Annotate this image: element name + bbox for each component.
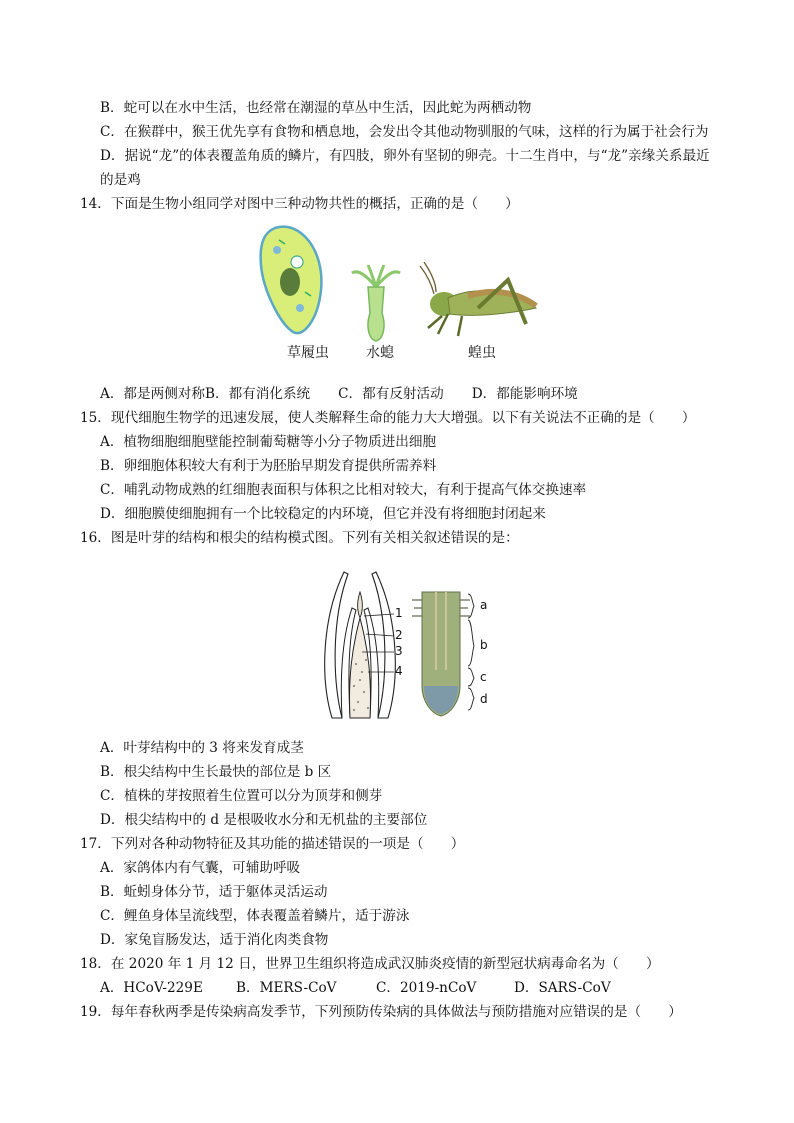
q16-option-b: B．根尖结构中生长最快的部位是 b 区 <box>100 764 332 780</box>
q16-option-c: C．植株的芽按照着生位置可以分为顶芽和侧芽 <box>100 788 383 804</box>
q15-option-b: B．卵细胞体积较大有利于为胚胎早期发育提供所需养料 <box>100 458 437 474</box>
q17-option-b: B．蚯蚓身体分节，适于躯体灵活运动 <box>100 884 328 900</box>
q13-option-c: C．在猴群中，猴王优先享有食物和栖息地，会发出令其他动物驯服的气味，这样的行为属于社会行为 <box>100 124 709 140</box>
q16-option-d: D．根尖结构中的 d 是根吸收水分和无机盐的主要部位 <box>100 812 428 828</box>
grasshopper-label: 蝗虫 <box>468 345 496 361</box>
hydra-label: 水螅 <box>366 345 394 361</box>
q18-option-a: A．HCoV-229E <box>100 980 203 996</box>
q18-option-c: C．2019-nCoV <box>376 980 477 996</box>
bud-label-1: 1 <box>395 606 403 620</box>
root-tip-diagram <box>410 590 476 720</box>
root-label-b: b <box>480 638 488 652</box>
q18-option-b: B．MERS-CoV <box>236 980 337 996</box>
q14-stem: 14．下面是生物小组同学对图中三种动物共性的概括，正确的是（ ） <box>80 196 519 212</box>
q16-stem: 16．图是叶芽的结构和根尖的结构模式图。下列有关相关叙述错误的是： <box>80 530 519 546</box>
grasshopper-image <box>418 262 543 342</box>
root-label-a: a <box>480 598 488 612</box>
bud-label-3: 3 <box>395 644 403 658</box>
q17-option-d: D．家兔盲肠发达，适于消化肉类食物 <box>100 932 329 948</box>
root-label-c: c <box>480 670 487 684</box>
q15-option-c: C．哺乳动物成熟的红细胞表面积与体积之比相对较大，有利于提高气体交换速率 <box>100 482 587 498</box>
paramecium-image <box>255 220 330 340</box>
q19-stem: 19．每年春秋两季是传染病高发季节，下列预防传染病的具体做法与预防措施对应错误的是（ ） <box>80 1004 682 1020</box>
q13-option-d-line2: 的是鸡 <box>100 172 141 188</box>
q13-option-b: B．蛇可以在水中生活，也经常在潮湿的草丛中生活，因此蛇为两栖动物 <box>100 100 532 116</box>
hydra-image <box>346 265 406 345</box>
root-label-d: d <box>480 692 488 706</box>
q15-option-d: D．细胞膜使细胞拥有一个比较稳定的内环境，但它并没有将细胞封闭起来 <box>100 506 546 522</box>
q18-option-d: D．SARS-CoV <box>514 980 611 996</box>
q13-option-d-line1: D．据说“龙”的体表覆盖角质的鳞片，有四肢，卵外有坚韧的卵壳。十二生肖中，与“龙”亲缘关系最近 <box>100 148 710 164</box>
q15-option-a: A．植物细胞细胞壁能控制葡萄糖等小分子物质进出细胞 <box>100 434 437 450</box>
q17-option-a: A．家鸽体内有气囊，可辅助呼吸 <box>100 860 301 876</box>
q15-stem: 15．现代细胞生物学的迅速发展，使人类解释生命的能力大大增强。以下有关说法不正确的是（ ） <box>80 410 696 426</box>
bud-label-2: 2 <box>395 628 403 642</box>
q14-options <box>100 384 578 404</box>
q14-option-c: C．都有反射活动 <box>338 386 444 402</box>
paramecium-label: 草履虫 <box>287 345 329 361</box>
q17-stem: 17．下列对各种动物特征及其功能的描述错误的一项是（ ） <box>80 836 465 852</box>
q14-option-d: D．都能影响环境 <box>471 386 578 402</box>
q14-option-a: A．都是两侧对称 <box>100 386 205 402</box>
bud-label-4: 4 <box>395 664 403 678</box>
q18-options <box>100 978 611 998</box>
q18-stem: 18．在 2020 年 1 月 12 日，世界卫生组织将造成武汉肺炎疫情的新型冠状病毒命名为（ ） <box>80 956 660 972</box>
q17-option-c: C．鲤鱼身体呈流线型，体表覆盖着鳞片，适于游泳 <box>100 908 410 924</box>
q14-option-b: B．都有消化系统 <box>204 386 311 402</box>
q16-option-a: A．叶芽结构中的 3 将来发育成茎 <box>100 740 304 756</box>
